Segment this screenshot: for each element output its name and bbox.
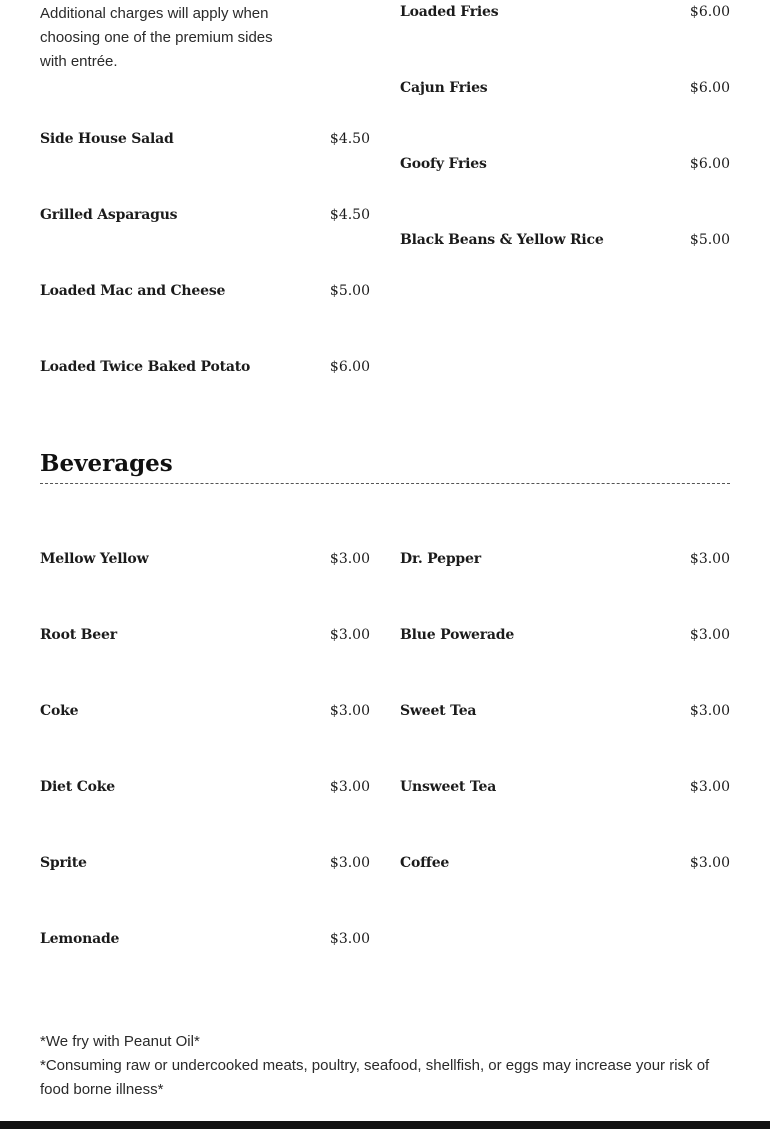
item-name: Grilled Asparagus <box>40 207 178 223</box>
menu-item <box>40 547 370 571</box>
item-price: $4.50 <box>329 207 370 223</box>
item-price: $3.00 <box>689 703 730 719</box>
peanut-oil-note: *We fry with Peanut Oil* <box>40 1033 200 1050</box>
menu-item <box>400 228 730 252</box>
menu-item <box>40 699 370 723</box>
item-name: Unsweet Tea <box>400 779 497 795</box>
consumption-warning: *Consuming raw or undercooked meats, poultry, seafood, shellfish, or eggs may increase your risk of food borne illness* <box>40 1057 710 1098</box>
menu-item <box>40 851 370 875</box>
menu-item <box>400 152 730 176</box>
item-name: Side House Salad <box>40 131 174 147</box>
item-name: Coke <box>40 703 79 719</box>
item-price: $6.00 <box>689 156 730 172</box>
menu-footnotes <box>40 1030 735 1102</box>
menu-item <box>400 76 730 100</box>
footer-bar <box>0 1121 770 1129</box>
item-price: $3.00 <box>689 551 730 567</box>
item-name: Sprite <box>40 855 87 871</box>
item-price: $3.00 <box>329 931 370 947</box>
item-price: $4.50 <box>329 131 370 147</box>
menu-item <box>400 699 730 723</box>
item-price: $3.00 <box>329 703 370 719</box>
item-name: Diet Coke <box>40 779 115 795</box>
menu-item <box>40 355 370 379</box>
item-price: $5.00 <box>329 283 370 299</box>
item-price: $3.00 <box>329 855 370 871</box>
menu-item <box>40 279 370 303</box>
menu-item <box>400 775 730 799</box>
item-name: Loaded Fries <box>400 4 499 20</box>
item-price: $6.00 <box>329 359 370 375</box>
menu-item <box>400 547 730 571</box>
item-price: $3.00 <box>689 627 730 643</box>
item-name: Lemonade <box>40 931 120 947</box>
item-name: Root Beer <box>40 627 117 643</box>
item-name: Loaded Twice Baked Potato <box>40 359 251 375</box>
item-name: Goofy Fries <box>400 156 487 172</box>
item-price: $3.00 <box>329 779 370 795</box>
item-price: $6.00 <box>689 4 730 20</box>
item-name: Black Beans & Yellow Rice <box>400 232 604 248</box>
menu-item <box>400 623 730 647</box>
item-price: $6.00 <box>689 80 730 96</box>
item-name: Loaded Mac and Cheese <box>40 283 226 299</box>
item-name: Sweet Tea <box>400 703 477 719</box>
menu-item <box>400 851 730 875</box>
menu-item <box>40 927 370 951</box>
item-price: $3.00 <box>329 551 370 567</box>
item-price: $3.00 <box>689 779 730 795</box>
section-title-beverages: Beverages <box>40 450 173 477</box>
item-name: Mellow Yellow <box>40 551 149 567</box>
item-price: $5.00 <box>689 232 730 248</box>
menu-item <box>40 203 370 227</box>
menu-item <box>400 0 730 24</box>
premium-sides-note: Additional charges will apply when choosing one of the premium sides with entrée. <box>40 5 273 70</box>
menu-item <box>40 623 370 647</box>
item-name: Blue Powerade <box>400 627 515 643</box>
section-divider <box>40 483 730 484</box>
menu-item <box>40 127 370 151</box>
menu-item <box>40 775 370 799</box>
item-name: Coffee <box>400 855 450 871</box>
item-price: $3.00 <box>329 627 370 643</box>
item-price: $3.00 <box>689 855 730 871</box>
item-name: Dr. Pepper <box>400 551 481 567</box>
item-name: Cajun Fries <box>400 80 488 96</box>
